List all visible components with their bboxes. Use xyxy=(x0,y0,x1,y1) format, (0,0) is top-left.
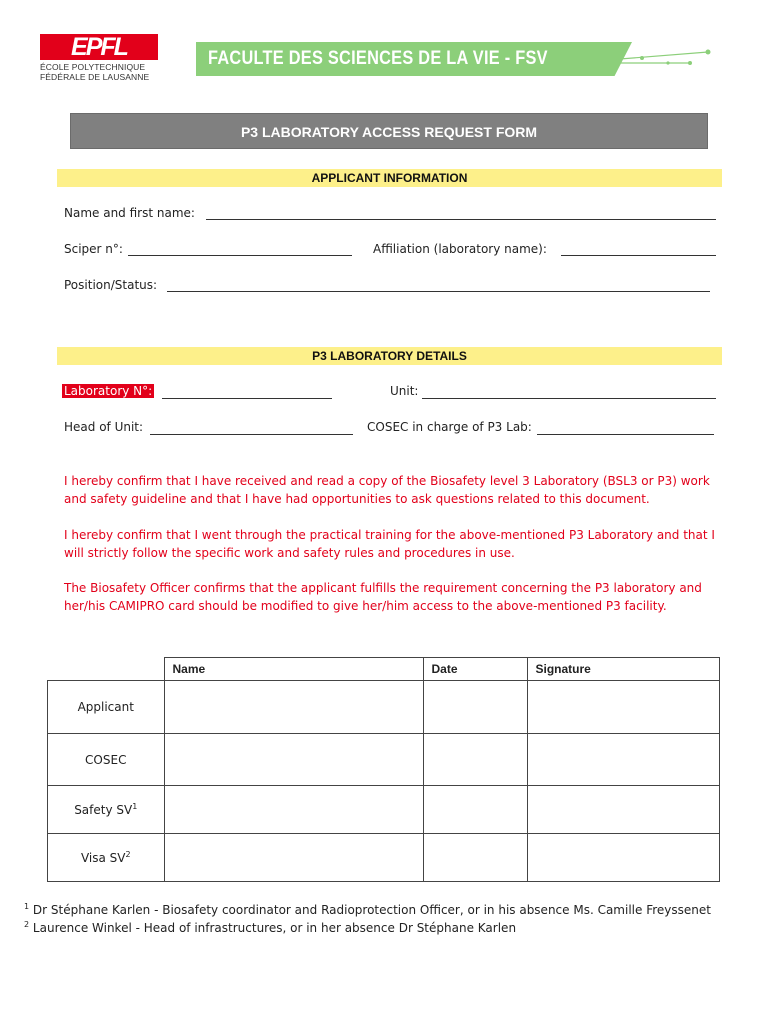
column-name: Name xyxy=(164,658,423,681)
row-label-cosec: COSEC xyxy=(48,734,165,786)
lab-number-field[interactable] xyxy=(162,398,332,399)
visa-sv-sup: 2 xyxy=(125,850,131,859)
visa-signature-cell[interactable] xyxy=(527,834,719,882)
cosec-field[interactable] xyxy=(537,434,714,435)
statement-guideline: I hereby confirm that I have received and read a copy of the Biosafety level 3 Laboratory (BSL3 or P3) work and safety guideline and that I have had opportunities to ask questions related to this document. xyxy=(64,474,710,506)
table-header-row xyxy=(48,658,720,681)
safety-sv-text: Safety SV xyxy=(74,803,133,817)
table-row xyxy=(48,786,720,834)
applicant-signature-cell[interactable] xyxy=(527,681,719,734)
footnote-2 xyxy=(24,917,516,936)
column-date: Date xyxy=(423,658,527,681)
form-title: P3 LABORATORY ACCESS REQUEST FORM xyxy=(240,124,538,140)
applicant-name-cell[interactable] xyxy=(164,681,423,734)
table-row xyxy=(48,734,720,786)
table-corner xyxy=(48,658,165,681)
visa-name-cell[interactable] xyxy=(164,834,423,882)
sciper-field[interactable] xyxy=(128,255,352,256)
row-label-safety-sv xyxy=(48,786,165,834)
cosec-label: COSEC in charge of P3 Lab: xyxy=(367,420,532,434)
epfl-logo: EPFL xyxy=(40,34,158,60)
cosec-date-cell[interactable] xyxy=(423,734,527,786)
lab-number-label xyxy=(62,383,154,399)
visa-sv-text: Visa SV xyxy=(80,851,126,865)
applicant-section-heading: APPLICANT INFORMATION xyxy=(57,169,722,187)
epfl-logo-subtitle xyxy=(40,62,170,82)
table-row xyxy=(48,681,720,734)
safety-sv-sup: 1 xyxy=(132,802,138,811)
position-field[interactable] xyxy=(167,291,710,292)
faculty-title: FACULTE DES SCIENCES DE LA VIE - FSV xyxy=(208,48,548,69)
position-label: Position/Status: xyxy=(64,278,158,292)
safety-name-cell[interactable] xyxy=(164,786,423,834)
form-title-bar xyxy=(70,113,708,149)
visa-date-cell[interactable] xyxy=(423,834,527,882)
table-row xyxy=(48,834,720,882)
sciper-label: Sciper n°: xyxy=(64,242,123,256)
safety-date-cell[interactable] xyxy=(423,786,527,834)
logo-sub-line2: FÉDÉRALE DE LAUSANNE xyxy=(40,72,150,82)
unit-label: Unit: xyxy=(390,384,419,398)
cosec-name-cell[interactable] xyxy=(164,734,423,786)
statement-biosafety-officer: The Biosafety Officer confirms that the applicant fulfills the requirement concerning the P3 laboratory and her/his CAMIPRO card should be modified to give her/him access to the above-mentioned P3 facility. xyxy=(64,581,702,613)
name-field[interactable] xyxy=(206,219,716,220)
head-of-unit-field[interactable] xyxy=(150,434,353,435)
unit-field[interactable] xyxy=(422,398,716,399)
lab-number-label-text: Laboratory N°: xyxy=(64,384,153,398)
head-of-unit-label: Head of Unit: xyxy=(64,420,144,434)
cosec-signature-cell[interactable] xyxy=(527,734,719,786)
signature-table xyxy=(47,657,720,882)
row-label-applicant: Applicant xyxy=(48,681,165,734)
affiliation-field[interactable] xyxy=(561,255,716,256)
footnote-2-text: Laurence Winkel - Head of infrastructures, or in her absence Dr Stéphane Karlen xyxy=(32,921,517,935)
row-label-visa-sv xyxy=(48,834,165,882)
footnote-1 xyxy=(24,899,711,918)
column-signature: Signature xyxy=(527,658,719,681)
statement-training: I hereby confirm that I went through the practical training for the above-mentioned P3 Laboratory and that I will strictly follow the specific work and safety rules and procedures in use. xyxy=(64,528,715,560)
lab-section-heading: P3 LABORATORY DETAILS xyxy=(57,347,722,365)
logo-sub-line1: ÉCOLE POLYTECHNIQUE xyxy=(40,62,146,72)
name-label: Name and first name: xyxy=(64,206,195,220)
footnote-1-num: 1 xyxy=(24,902,30,911)
affiliation-label: Affiliation (laboratory name): xyxy=(373,242,547,256)
circuit-decoration-icon xyxy=(620,46,715,68)
applicant-date-cell[interactable] xyxy=(423,681,527,734)
safety-signature-cell[interactable] xyxy=(527,786,719,834)
footnote-1-text: Dr Stéphane Karlen - Biosafety coordinator and Radioprotection Officer, or in his absence Ms. Camille Freyssenet xyxy=(32,903,711,917)
footnote-2-num: 2 xyxy=(24,920,30,929)
